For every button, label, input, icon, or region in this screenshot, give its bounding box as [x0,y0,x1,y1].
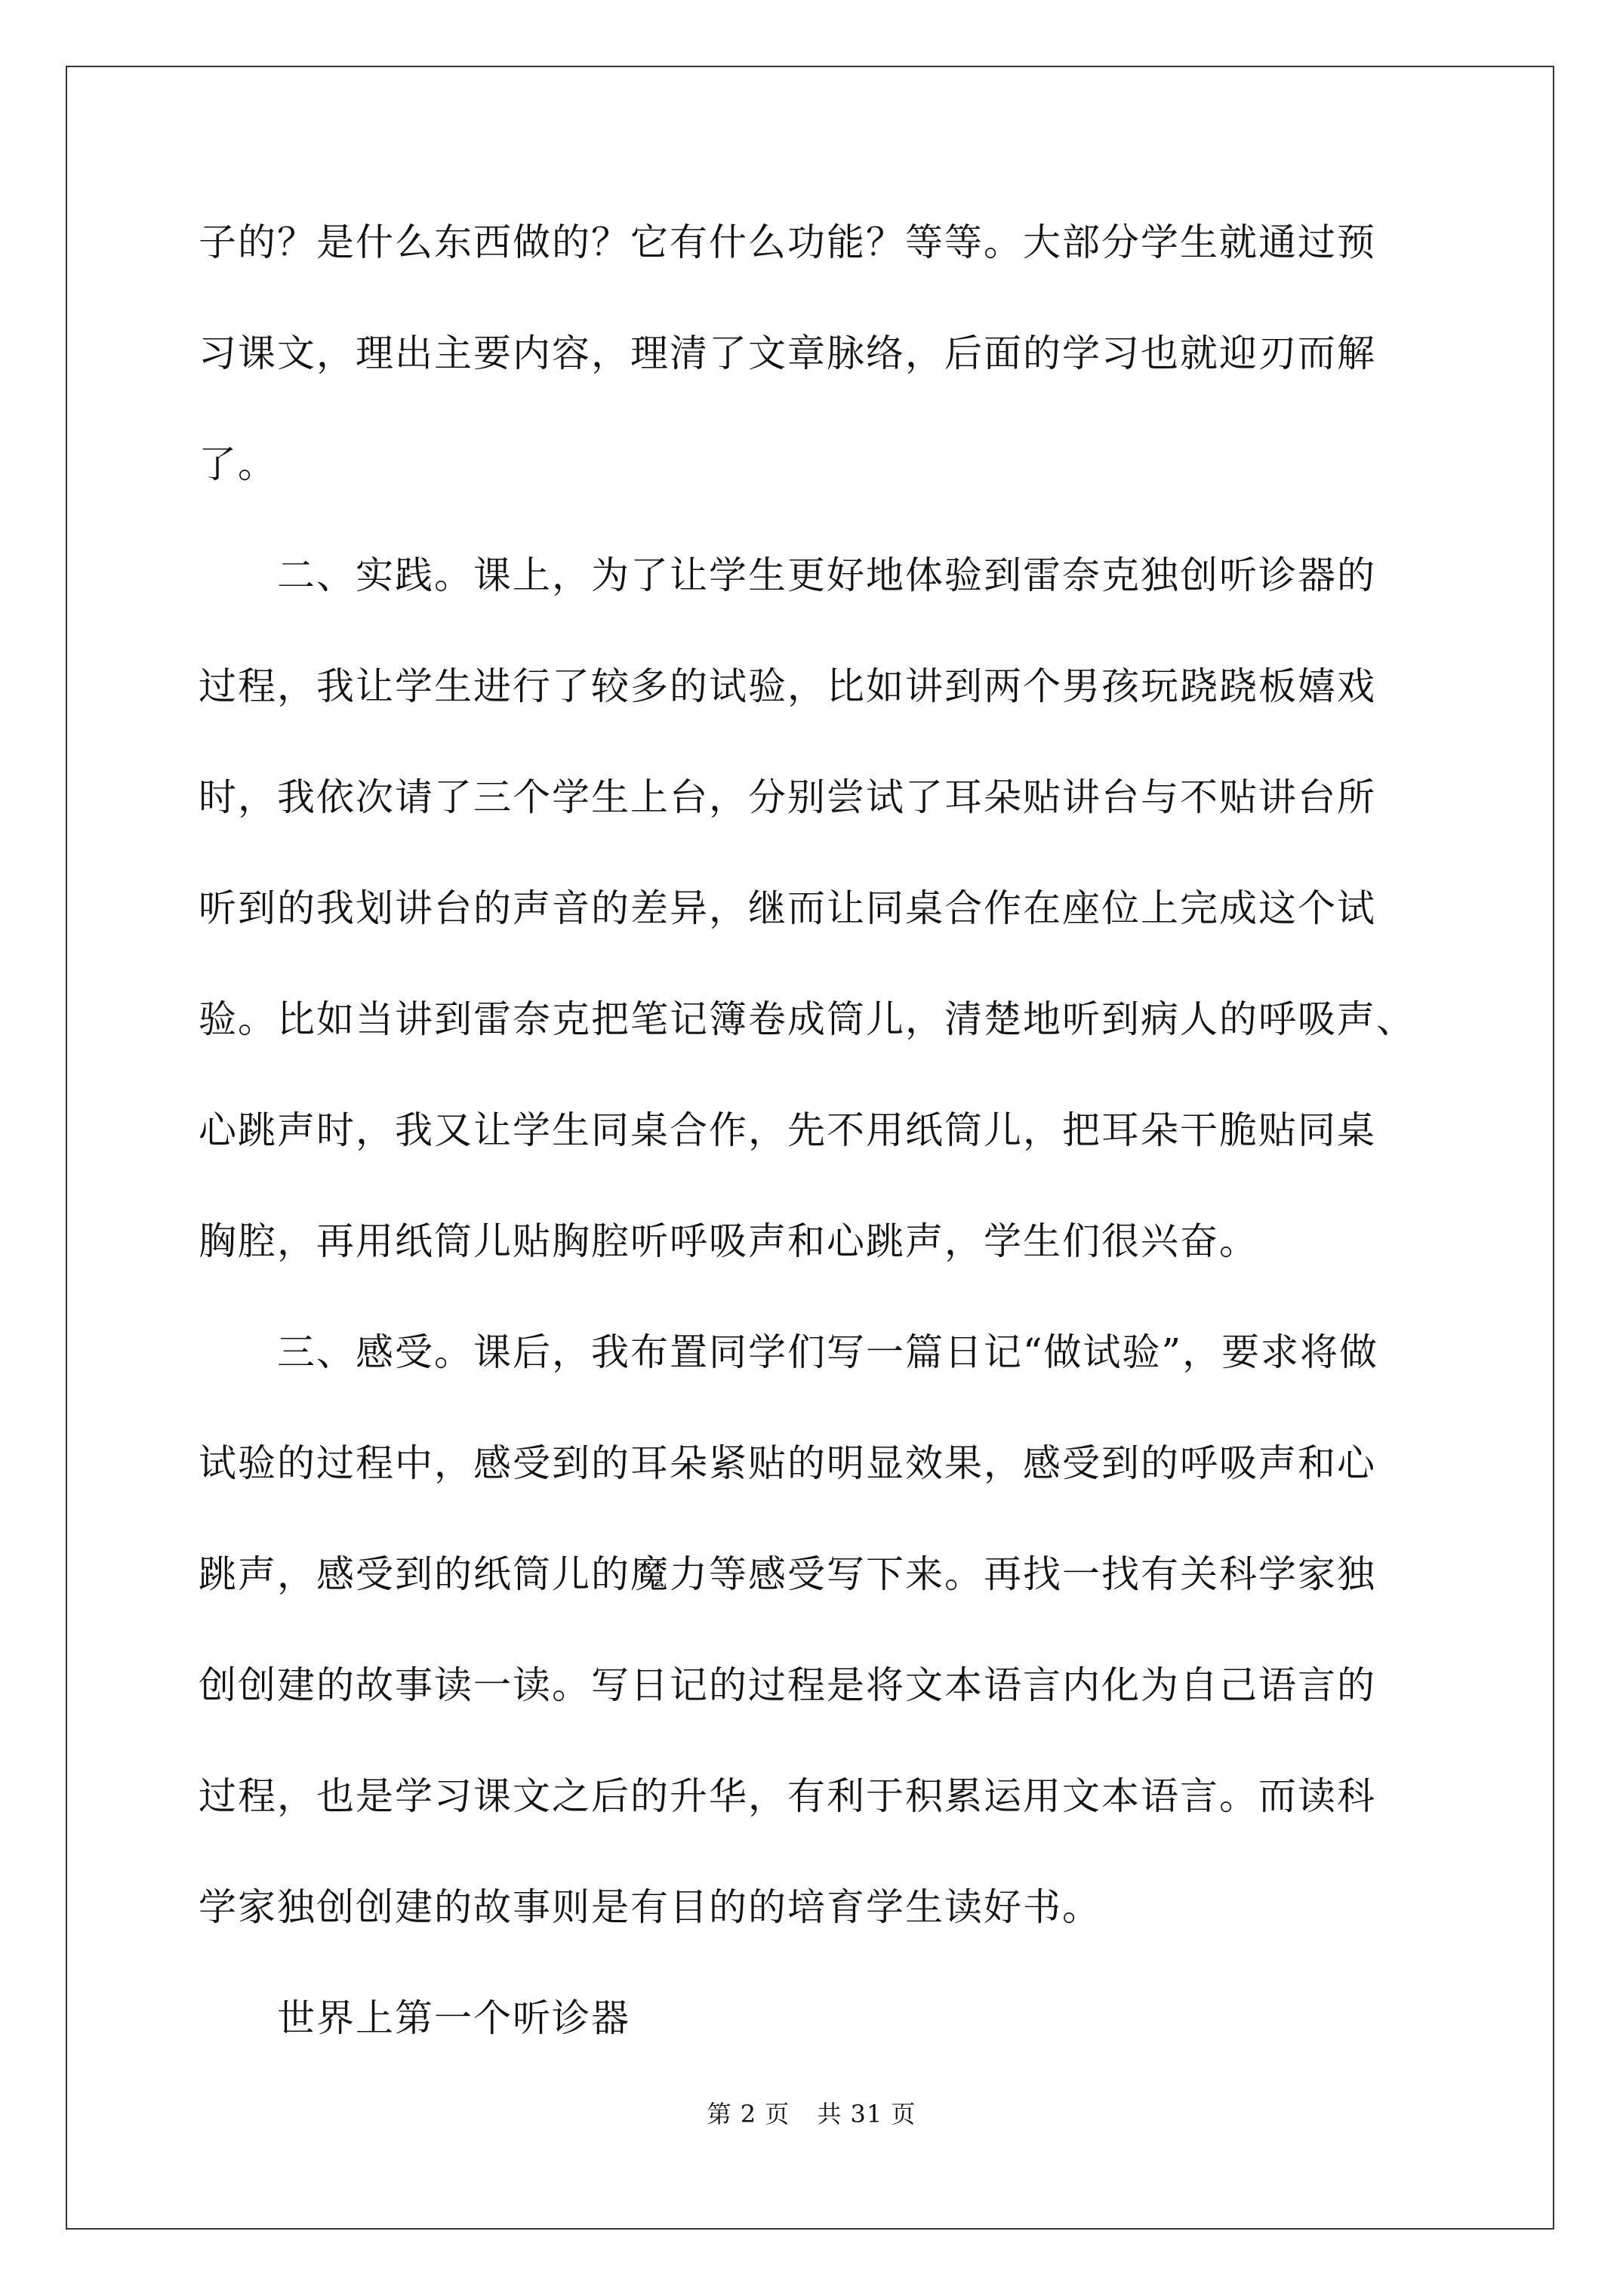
text-line: 验。比如当讲到雷奈克把笔记簿卷成筒儿，清楚地听到病人的呼吸声、 [199,997,1415,1041]
text-line: 子的？是什么东西做的？它有什么功能？等等。大部分学生就通过预 [199,220,1376,264]
text-line: 胸腔，再用纸筒儿贴胸腔听呼吸声和心跳声，学生们很兴奋。 [199,1219,1258,1263]
page-number: 第 2 页 [707,2100,790,2128]
section-heading: 世界上第一个听诊器 [277,1996,630,2040]
text-line: 习课文，理出主要内容，理清了文章脉络，后面的学习也就迎刃而解 [199,331,1376,375]
text-line: 过程，我让学生进行了较多的试验，比如讲到两个男孩玩跷跷板嬉戏 [199,664,1376,708]
page-footer [0,2099,1623,2129]
document-body [199,219,1437,2106]
text-line: 心跳声时，我又让学生同桌合作，先不用纸筒儿，把耳朵干脆贴同桌 [199,1108,1376,1152]
text-line: 跳声，感受到的纸筒儿的魔力等感受写下来。再找一找有关科学家独 [199,1552,1376,1596]
text-line: 了。 [199,442,277,486]
page-total: 共 31 页 [817,2100,916,2128]
text-line: 时，我依次请了三个学生上台，分别尝试了耳朵贴讲台与不贴讲台所 [199,775,1376,819]
text-line: 学家独创创建的故事则是有目的的培育学生读好书。 [199,1885,1101,1929]
paragraph-start-line: 三、感受。课后，我布置同学们写一篇日记“做试验”，要求将做 [277,1330,1379,1374]
text-line: 过程，也是学习课文之后的升华，有利于积累运用文本语言。而读科 [199,1774,1376,1818]
text-line: 创创建的故事读一读。写日记的过程是将文本语言内化为自己语言的 [199,1663,1376,1707]
paragraph-start-line: 二、实践。课上，为了让学生更好地体验到雷奈克独创听诊器的 [277,553,1376,597]
text-line: 试验的过程中，感受到的耳朵紧贴的明显效果，感受到的呼吸声和心 [199,1441,1376,1485]
text-line: 听到的我划讲台的声音的差异，继而让同桌合作在座位上完成这个试 [199,886,1376,930]
